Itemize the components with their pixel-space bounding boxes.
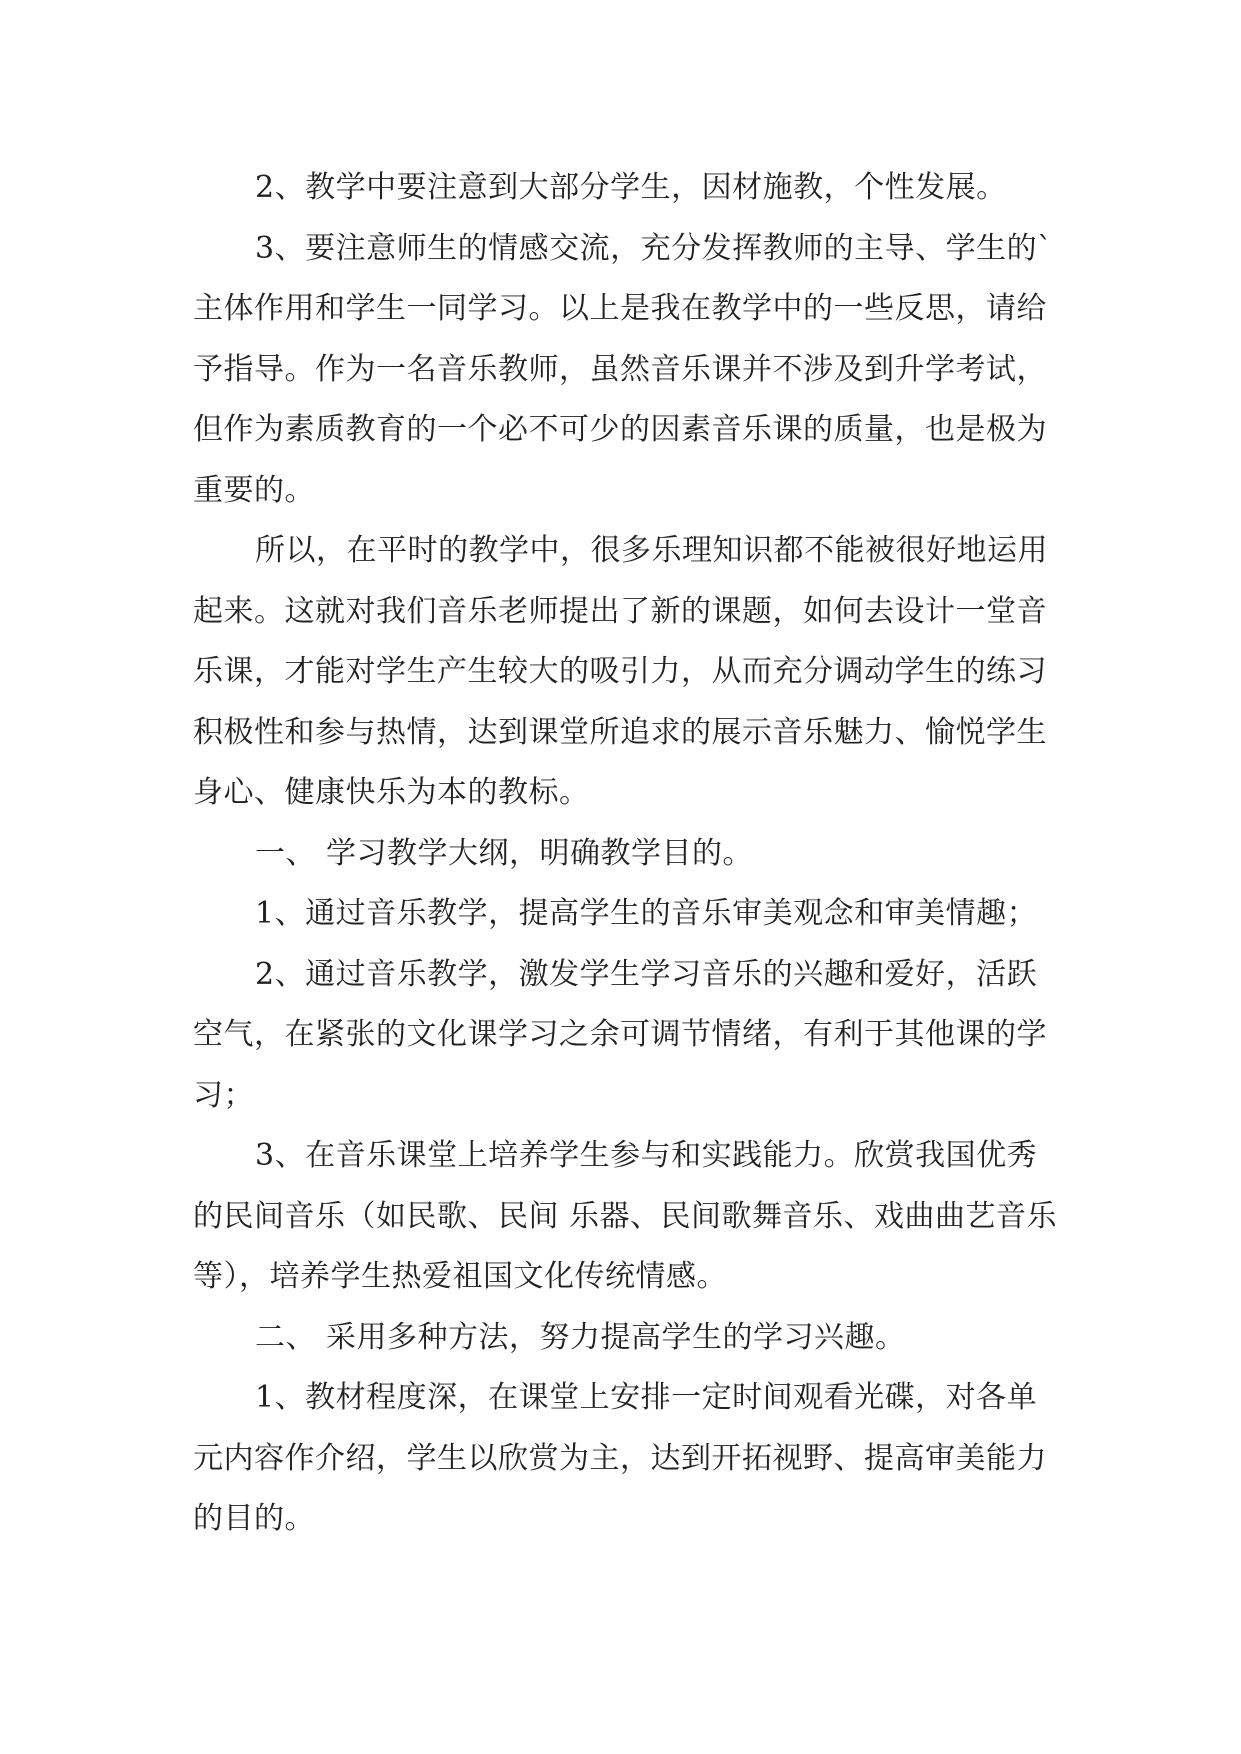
paragraph-point-3-communication: 3、要注意师生的情感交流，充分发挥教师的主导、学生的`主体作用和学生一同学习。以上是我在教学中的一些反思，请给予指导。作为一名音乐教师，虽然音乐课并不涉及到升学考试，但作为素质教育的一个必不可少的因素音乐课的质量，也是极为重要的。 (193, 230, 1053, 508)
section-heading-two: 二、 采用多种方法，努力提高学生的学习兴趣。 (255, 1319, 906, 1355)
paragraph-goal-1: 1、通过音乐教学，提高学生的音乐审美观念和审美情趣； (255, 896, 1038, 931)
paragraph-goal-2: 2、通过音乐教学，激发学生学习音乐的兴趣和爱好，活跃空气，在紧张的文化课学习之余可调节情绪，有利于其他课的学习； (193, 956, 1047, 1113)
paragraph-so-in-teaching: 所以，在平时的教学中，很多乐理知识都不能被很好地运用起来。这就对我们音乐老师提出了新的课题，如何去设计一堂音乐课，才能对学生产生较大的吸引力，从而充分调动学生的练习积极性和参与热情，达到课堂所追求的展示音乐魅力、愉悦学生身心、健康快乐为本的教标。 (193, 533, 1048, 810)
document-body (193, 158, 1063, 1550)
paragraph-method-1: 1、教材程度深，在课堂上安排一定时间观看光碟，对各单元内容作介绍，学生以欣赏为主，达到开拓视野、提高审美能力的目的。 (193, 1380, 1047, 1536)
paragraph-goal-3: 3、在音乐课堂上培养学生参与和实践能力。欣赏我国优秀的民间音乐（如民歌、民间 乐器、民间歌舞音乐、戏曲曲艺音乐等），培养学生热爱祖国文化传统情感。 (193, 1138, 1058, 1294)
paragraph-point-2-teaching: 2、教学中要注意到大部分学生，因材施教，个性发展。 (255, 170, 1007, 205)
section-heading-one: 一、 学习教学大纲，明确教学目的。 (255, 835, 754, 871)
